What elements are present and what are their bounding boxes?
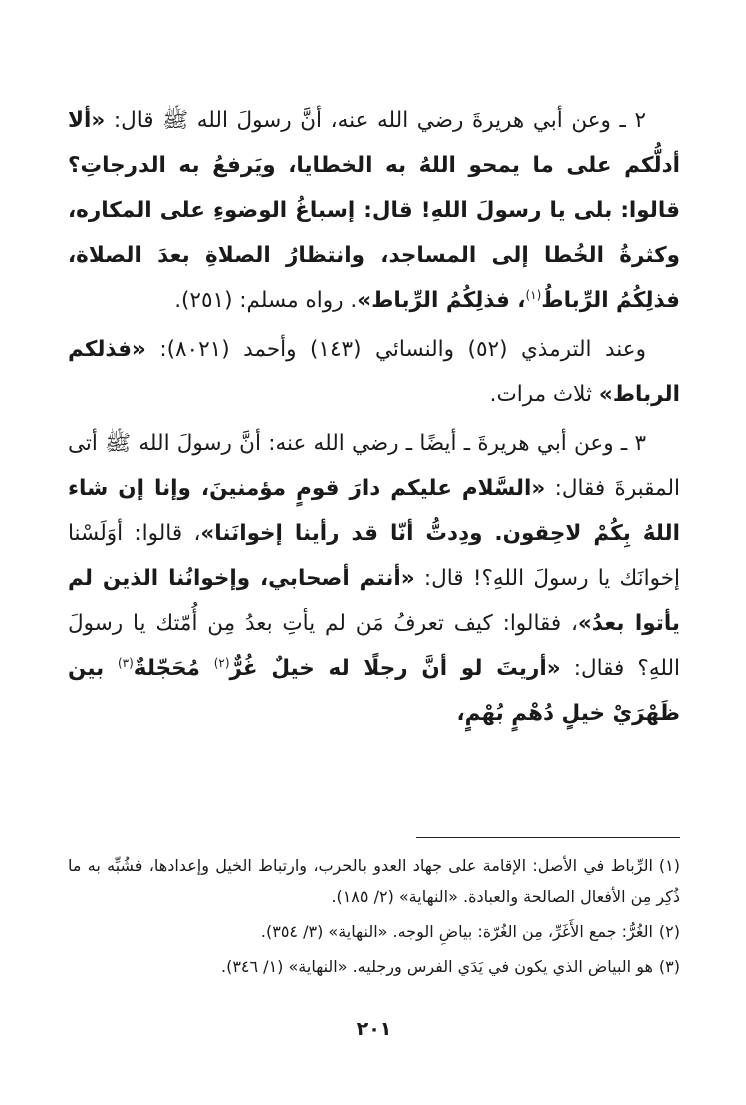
hadith-3-quote-2: «أنتم أصحابي، وإخوانُنا الذين لم يأتوا بعدُ» [68, 566, 680, 636]
footnote-marker-3[interactable]: (٣) [117, 655, 134, 670]
page-number: ٢٠١ [356, 1018, 392, 1040]
hadith-2-intro: ٢ ـ وعن أبي هريرةَ رضي الله عنه، أنَّ رسولَ الله ﷺ قال: [105, 108, 646, 133]
footnote-1-number: (١) [658, 856, 680, 875]
hadith-2-paragraph [68, 98, 680, 323]
hadith-3-quote-3a: «أريتَ لو أنَّ رجلًا له خيلٌ غُرٌّ [229, 656, 561, 681]
hadith-3-quote-1: «السَّلام عليكم دارَ قومٍ مؤمنينَ، وإنا إن شاء اللهُ بِكُمْ لاحِقون. ودِدتُّ أنّا قد رأينا إخوانَنا» [68, 476, 681, 546]
hadith-3-narration-2: ، فقالوا: كيف تعرفُ مَن لم يأتِ بعدُ مِن أُمّتك يا رسولَ اللهِ؟ فقال: [68, 611, 681, 681]
hadith-3-paragraph [68, 421, 680, 736]
book-page [68, 98, 680, 1088]
footnote-2 [68, 916, 680, 947]
footnote-3 [68, 951, 680, 982]
related-narrations-quote: «فذلكم الرباط» [68, 337, 680, 407]
related-narrations-tail: ثلاث مرات. [489, 382, 599, 407]
footnote-3-number: (٣) [658, 957, 680, 976]
hadith-2-source: . رواه مسلم: (٢٥١). [174, 288, 358, 313]
related-narrations-paragraph [68, 327, 680, 417]
footnote-3-text: هو البياض الذي يكون في يَدَي الفرس ورجليه. «النهاية» (١/ ٣٤٦). [220, 957, 653, 976]
related-narrations-text: وعند الترمذي (٥٢) والنسائي (١٤٣) وأحمد (٨٠٢١): [145, 337, 647, 362]
hadith-2-quote-part2: ، فذلِكُمُ الرِّباط» [357, 288, 526, 313]
footnote-2-number: (٢) [658, 922, 680, 941]
footnote-1 [68, 850, 680, 912]
footnote-2-text: الغُرُّ: جمع الأَغَرِّ، مِن الغُرّة: بياضِ الوجه. «النهاية» (٣/ ٣٥٤). [260, 922, 653, 941]
footnotes-section [68, 850, 680, 986]
hadith-3-intro: ٣ ـ وعن أبي هريرةَ ـ أيضًا ـ رضي الله عنه: أنَّ رسولَ الله ﷺ أتى المقبرةَ فقال: [68, 431, 680, 501]
footnote-marker-2[interactable]: (٢) [213, 655, 230, 670]
hadith-3-quote-3c: بين ظَهْرَيْ خيلٍ دُهْمٍ بُهْمٍ، [68, 656, 680, 726]
hadith-3-narration-1: ، قالوا: أوَلَسْنا إخوانَك يا رسولَ اللهِ؟! قال: [68, 521, 680, 591]
footnote-separator [416, 837, 680, 838]
footnote-1-text: الرِّباط في الأصل: الإقامة على جهاد العدو بالحرب، وارتباط الخيل وإعدادها، فشُبِّه به ما ذُكِر مِن الأفعال الصالحة والعبادة. «النهاية» (٢/ ١٨٥). [68, 856, 680, 906]
footnote-marker-1[interactable]: (١) [525, 287, 542, 302]
hadith-3-quote-3b: مُحَجّلةٌ [133, 656, 214, 681]
hadith-2-quote-part1: «ألا أدلُّكم على ما يمحو اللهُ به الخطايا، ويَرفعُ به الدرجاتِ؟ قالوا: بلى يا رسولَ اللهِ! قال: إسباغُ الوضوءِ على المكاره، وكثرةُ الخُطا إلى المساجد، وانتظارُ الصلاةِ بعدَ الصلاة، فذلِكُمُ الرِّباطُ [68, 108, 680, 313]
